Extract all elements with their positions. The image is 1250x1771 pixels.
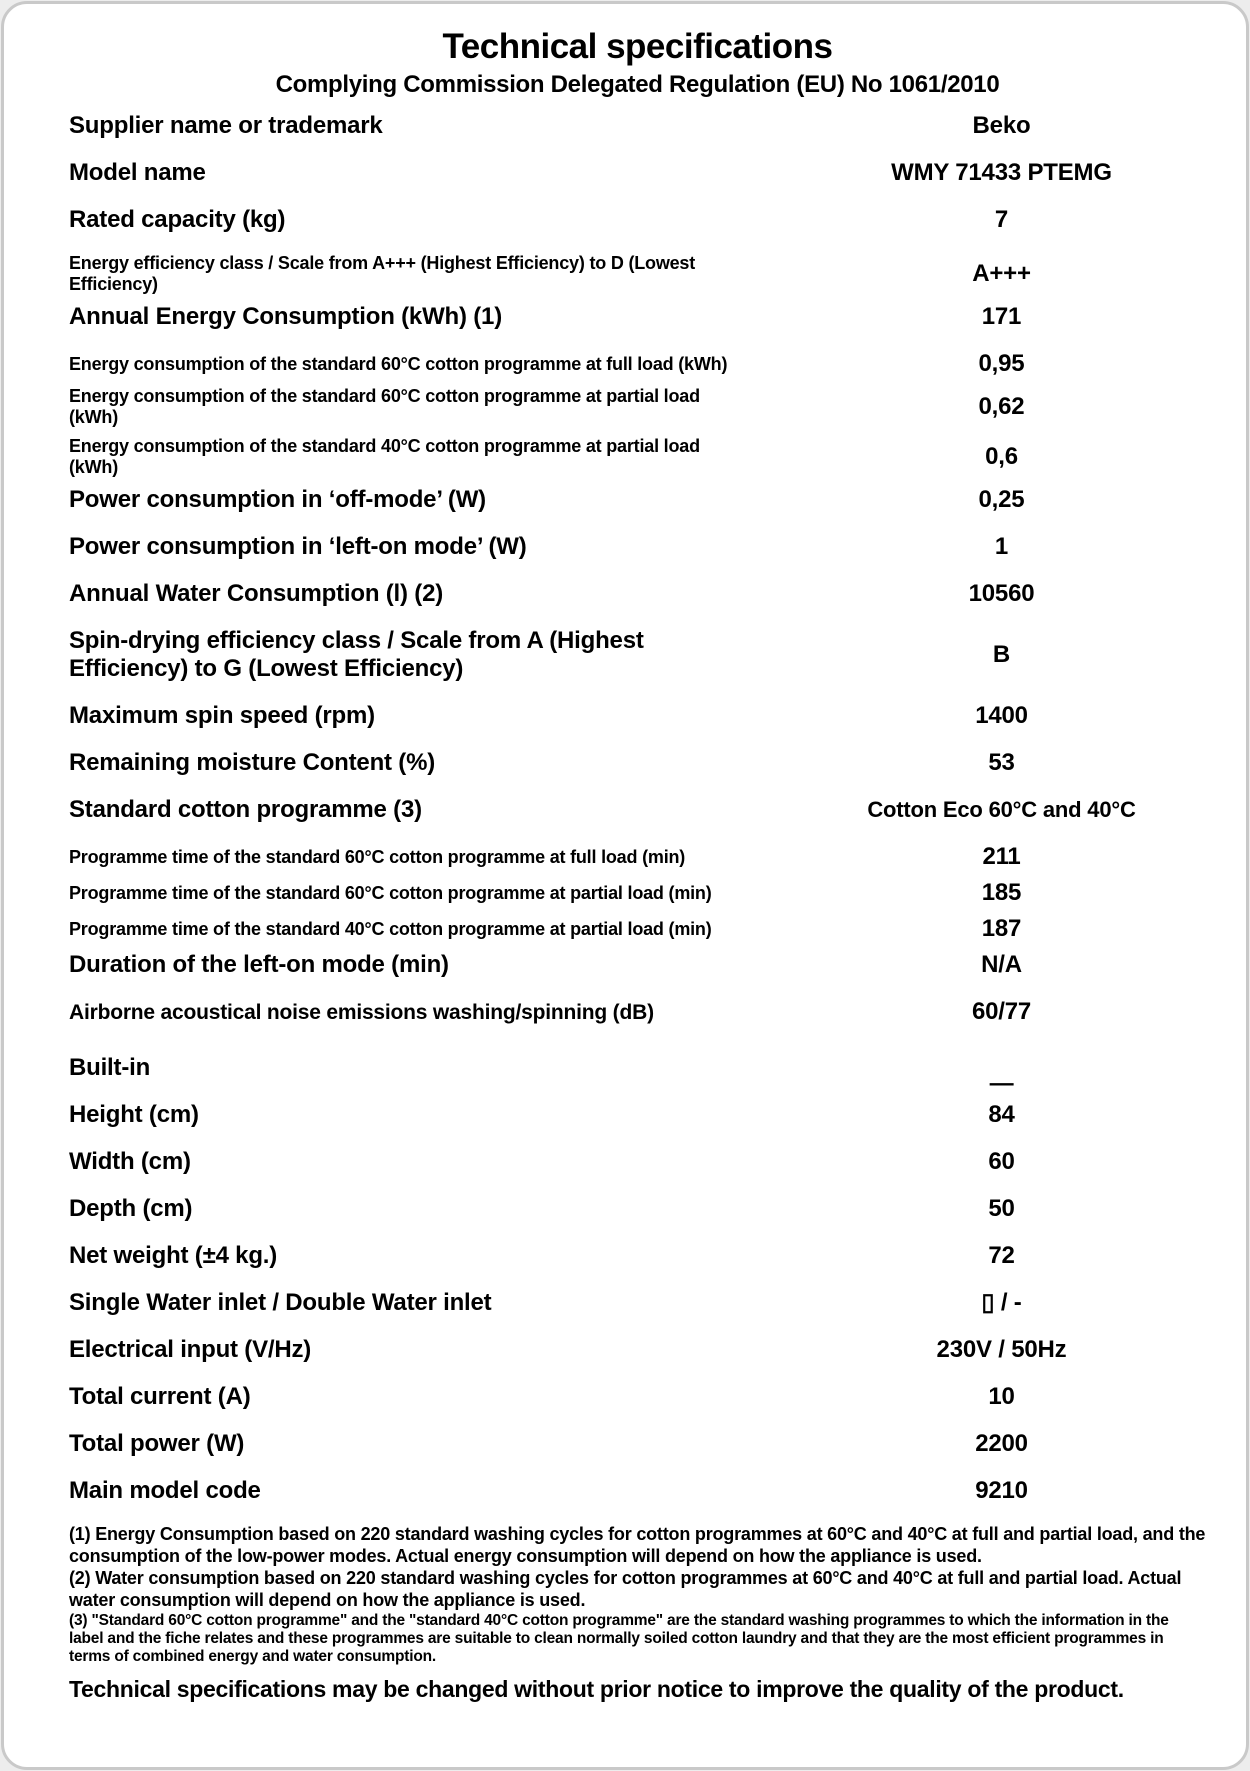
spec-table (69, 112, 1206, 1505)
spec-label: Total power (W) (69, 1430, 245, 1457)
spec-label: Annual Energy Consumption (kWh) (1) (69, 303, 502, 330)
spec-label: Model name (69, 159, 206, 186)
spec-label: Energy efficiency class / Scale from A+++ (Highest Efficiency) to D (Lowest Efficiency) (69, 253, 696, 294)
footnote: (2) Water consumption based on 220 standard washing cycles for cotton programmes at 60°C and 40°C at full and partial load. Actual water consumption will depend on how the appliance is used. (69, 1568, 1182, 1610)
spec-value: 7 (994, 206, 1009, 233)
spec-label: Energy consumption of the standard 60°C cotton programme at full load (kWh) (69, 353, 728, 374)
spec-page (1, 1, 1249, 1770)
spec-value: Cotton Eco 60°C and 40°C (867, 797, 1136, 822)
spec-row (69, 702, 1206, 730)
spec-label: Power consumption in ‘off-mode’ (W) (69, 486, 486, 513)
spec-row (69, 1477, 1206, 1505)
spec-label: Maximum spin speed (rpm) (69, 702, 375, 729)
spec-row (69, 253, 1206, 295)
spec-label: Height (cm) (69, 1101, 199, 1128)
spec-label: Built-in (69, 1054, 151, 1081)
spec-row (69, 1148, 1206, 1176)
spec-label: Programme time of the standard 40°C cotton programme at partial load (min) (69, 918, 712, 939)
spec-value: 187 (981, 915, 1022, 942)
spec-value: 0,6 (985, 443, 1018, 470)
spec-value: 10 (988, 1383, 1015, 1410)
spec-value: 211 (982, 843, 1021, 870)
spec-label: Net weight (±4 kg.) (69, 1242, 278, 1269)
spec-row (69, 1195, 1206, 1223)
spec-value: 1 (994, 533, 1009, 560)
spec-row (69, 749, 1206, 777)
spec-row (69, 533, 1206, 561)
spec-value: 60 (988, 1148, 1015, 1175)
spec-row (69, 206, 1206, 234)
spec-row (69, 998, 1206, 1026)
spec-row (69, 436, 1206, 478)
spec-label: Electrical input (V/Hz) (69, 1336, 312, 1363)
footer-note: Technical specifications may be changed without prior notice to improve the quality of the product. (69, 1676, 1124, 1702)
spec-value: 1400 (975, 702, 1028, 729)
spec-value: N/A (981, 951, 1022, 978)
spec-label: Remaining moisture Content (%) (69, 749, 436, 776)
spec-label: Supplier name or trademark (69, 112, 383, 139)
spec-row (69, 1383, 1206, 1411)
spec-label: Airborne acoustical noise emissions washing/spinning (dB) (69, 1000, 654, 1024)
spec-value: 10560 (968, 580, 1035, 607)
spec-label: Energy consumption of the standard 60°C cotton programme at partial load (kWh) (69, 386, 700, 427)
spec-value: 60/77 (971, 998, 1032, 1025)
spec-value: WMY 71433 PTEMG (891, 159, 1112, 186)
spec-value: — (989, 1070, 1014, 1097)
spec-label: Total current (A) (69, 1383, 251, 1410)
spec-label: Energy consumption of the standard 40°C cotton programme at partial load (kWh) (69, 436, 700, 477)
spec-row (69, 1054, 1206, 1097)
spec-row (69, 350, 1206, 378)
spec-row (69, 879, 1206, 907)
spec-label: Width (cm) (69, 1148, 191, 1175)
spec-value: 50 (988, 1195, 1015, 1222)
footnote: (3) "Standard 60°C cotton programme" and the "standard 40°C cotton programme" are the standard washing programmes to which the information in the label and the fiche relates and these programmes are suitable to clean normally soiled cotton laundry and that they are the most efficient programmes in terms of combined energy and water consumption. (69, 1612, 1169, 1665)
spec-value: 2200 (975, 1430, 1028, 1457)
spec-row (69, 1336, 1206, 1364)
page-subtitle: Complying Commission Delegated Regulation (EU) No 1061/2010 (275, 71, 1000, 98)
spec-row (69, 796, 1206, 824)
spec-value: Beko (972, 112, 1031, 139)
spec-row (69, 112, 1206, 140)
spec-row (69, 627, 1206, 683)
spec-row (69, 1101, 1206, 1129)
spec-row (69, 1242, 1206, 1270)
spec-label: Annual Water Consumption (l) (2) (69, 580, 444, 607)
footnote: (1) Energy Consumption based on 220 standard washing cycles for cotton programmes at 60°C and 40°C at full and partial load, and the consumption of the low-power modes. Actual energy consumption will depend on how the appliance is used. (69, 1524, 1206, 1566)
spec-row (69, 303, 1206, 331)
spec-value: 53 (988, 749, 1015, 776)
spec-value: 9210 (975, 1477, 1028, 1504)
spec-value: 0,25 (978, 486, 1025, 513)
footnotes (69, 1524, 1206, 1666)
spec-value: 72 (988, 1242, 1015, 1269)
spec-label: Depth (cm) (69, 1195, 193, 1222)
spec-label: Standard cotton programme (3) (69, 796, 422, 823)
spec-label: Main model code (69, 1477, 261, 1504)
spec-label: Programme time of the standard 60°C cotton programme at full load (min) (69, 846, 686, 867)
spec-row (69, 1289, 1206, 1317)
spec-label: Power consumption in ‘left-on mode’ (W) (69, 533, 527, 560)
spec-value: 0,62 (978, 393, 1025, 420)
page-title: Technical specifications (442, 27, 833, 66)
spec-value: 171 (981, 303, 1022, 330)
spec-row (69, 386, 1206, 428)
spec-row (69, 580, 1206, 608)
spec-value: 230V / 50Hz (936, 1336, 1067, 1363)
spec-row (69, 1430, 1206, 1458)
spec-value: A+++ (972, 260, 1031, 287)
spec-label: Single Water inlet / Double Water inlet (69, 1289, 492, 1316)
spec-value: 185 (981, 879, 1022, 906)
spec-row (69, 915, 1206, 943)
spec-label: Duration of the left-on mode (min) (69, 951, 449, 978)
spec-row (69, 951, 1206, 979)
spec-label: Rated capacity (kg) (69, 206, 286, 233)
spec-value: B (992, 641, 1011, 668)
spec-value: 0,95 (978, 350, 1025, 377)
spec-value: ▯ / - (981, 1289, 1022, 1316)
spec-value: 84 (988, 1101, 1015, 1128)
spec-label: Programme time of the standard 60°C cotton programme at partial load (min) (69, 882, 712, 903)
spec-row (69, 843, 1206, 871)
spec-row (69, 159, 1206, 187)
spec-row (69, 486, 1206, 514)
spec-label: Spin-drying efficiency class / Scale from A (Highest Efficiency) to G (Lowest Efficiency) (69, 627, 644, 682)
